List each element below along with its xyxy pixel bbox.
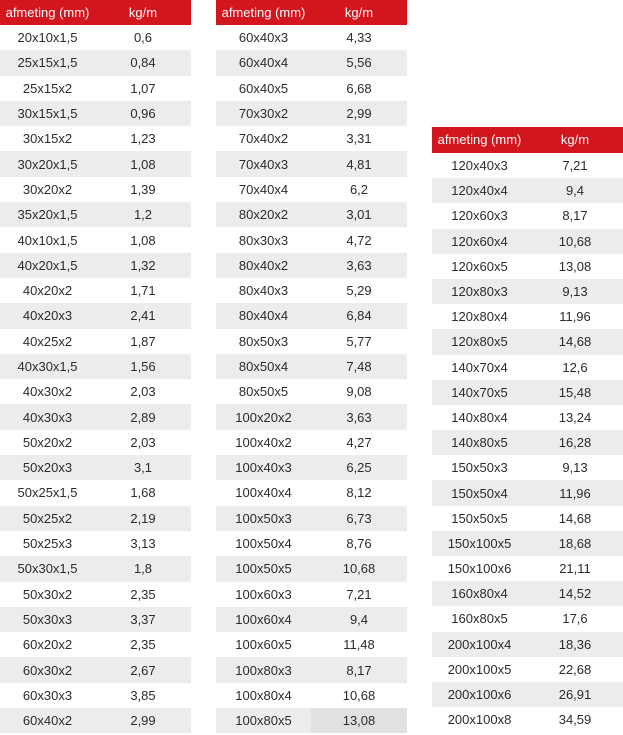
- table-row: [216, 531, 407, 556]
- cell-weight: 6,73: [311, 506, 407, 531]
- cell-dimension: 40x20x1,5: [0, 253, 95, 278]
- cell-weight: 1,68: [95, 480, 191, 505]
- cell-dimension: 120x80x5: [432, 329, 527, 354]
- cell-weight: 13,08: [527, 254, 623, 279]
- cell-weight: 15,48: [527, 380, 623, 405]
- cell-weight: 8,12: [311, 480, 407, 505]
- cell-weight: 8,76: [311, 531, 407, 556]
- cell-weight: 4,81: [311, 151, 407, 176]
- table-row: [216, 278, 407, 303]
- cell-dimension: 100x40x4: [216, 480, 311, 505]
- cell-weight: 5,77: [311, 329, 407, 354]
- cell-weight: 2,67: [95, 657, 191, 682]
- cell-dimension: 100x60x5: [216, 632, 311, 657]
- cell-weight: 3,63: [311, 404, 407, 429]
- table-row: [432, 581, 623, 606]
- table-row: [0, 430, 191, 455]
- table-row: [216, 455, 407, 480]
- cell-weight: 2,35: [95, 582, 191, 607]
- cell-dimension: 50x20x3: [0, 455, 95, 480]
- table-row: [0, 354, 191, 379]
- cell-dimension: 50x30x3: [0, 607, 95, 632]
- cell-weight: 18,36: [527, 632, 623, 657]
- table-row: [0, 202, 191, 227]
- cell-weight: 2,03: [95, 430, 191, 455]
- cell-weight: 0,96: [95, 101, 191, 126]
- cell-weight: 1,08: [95, 151, 191, 176]
- cell-dimension: 50x30x2: [0, 582, 95, 607]
- table-row: [432, 380, 623, 405]
- table-row: [432, 632, 623, 657]
- column-header-dimension: afmeting (mm): [216, 0, 311, 25]
- cell-weight: 2,03: [95, 379, 191, 404]
- cell-dimension: 150x50x5: [432, 506, 527, 531]
- cell-weight: 2,41: [95, 303, 191, 328]
- table-row: [216, 480, 407, 505]
- cell-dimension: 100x40x3: [216, 455, 311, 480]
- table-row: [0, 25, 191, 50]
- table-row: [0, 303, 191, 328]
- table-row: [0, 253, 191, 278]
- table-row: [0, 455, 191, 480]
- cell-dimension: 200x100x5: [432, 657, 527, 682]
- cell-dimension: 100x80x3: [216, 657, 311, 682]
- cell-dimension: 80x30x3: [216, 227, 311, 252]
- cell-dimension: 100x40x2: [216, 430, 311, 455]
- cell-dimension: 40x20x2: [0, 278, 95, 303]
- cell-weight: 3,85: [95, 683, 191, 708]
- cell-weight: 2,35: [95, 632, 191, 657]
- table-row: [216, 101, 407, 126]
- cell-dimension: 50x25x2: [0, 506, 95, 531]
- cell-weight: 8,17: [311, 657, 407, 682]
- table-row: [216, 329, 407, 354]
- table-row: [216, 404, 407, 429]
- cell-dimension: 40x30x3: [0, 404, 95, 429]
- cell-dimension: 35x20x1,5: [0, 202, 95, 227]
- table-row: [432, 606, 623, 631]
- cell-dimension: 150x100x6: [432, 556, 527, 581]
- cell-weight: 1,87: [95, 329, 191, 354]
- cell-dimension: 50x20x2: [0, 430, 95, 455]
- cell-weight: 3,37: [95, 607, 191, 632]
- cell-weight: 13,08: [311, 708, 407, 733]
- weight-table-2: [216, 0, 407, 733]
- cell-weight: 3,01: [311, 202, 407, 227]
- cell-dimension: 140x80x5: [432, 430, 527, 455]
- cell-weight: 14,52: [527, 581, 623, 606]
- cell-dimension: 25x15x1,5: [0, 50, 95, 75]
- cell-weight: 1,39: [95, 177, 191, 202]
- table-row: [0, 556, 191, 581]
- table-row: [0, 379, 191, 404]
- cell-dimension: 80x40x3: [216, 278, 311, 303]
- table-row: [432, 707, 623, 732]
- cell-weight: 9,08: [311, 379, 407, 404]
- cell-dimension: 200x100x8: [432, 707, 527, 732]
- cell-weight: 0,6: [95, 25, 191, 50]
- table-row: [0, 404, 191, 429]
- table-row: [0, 76, 191, 101]
- cell-dimension: 100x50x3: [216, 506, 311, 531]
- cell-dimension: 40x10x1,5: [0, 227, 95, 252]
- table-row: [0, 607, 191, 632]
- cell-dimension: 50x25x1,5: [0, 480, 95, 505]
- cell-dimension: 80x40x4: [216, 303, 311, 328]
- cell-dimension: 120x40x3: [432, 153, 527, 178]
- cell-weight: 14,68: [527, 329, 623, 354]
- cell-dimension: 60x30x2: [0, 657, 95, 682]
- cell-weight: 10,68: [311, 683, 407, 708]
- cell-dimension: 120x80x3: [432, 279, 527, 304]
- table-row: [216, 657, 407, 682]
- cell-weight: 9,13: [527, 455, 623, 480]
- cell-dimension: 80x50x3: [216, 329, 311, 354]
- table-header-row: [0, 0, 191, 25]
- table-row: [432, 254, 623, 279]
- cell-weight: 1,07: [95, 76, 191, 101]
- table-row: [216, 582, 407, 607]
- table-row: [432, 279, 623, 304]
- cell-dimension: 120x60x3: [432, 203, 527, 228]
- cell-dimension: 60x40x2: [0, 708, 95, 733]
- cell-dimension: 120x80x4: [432, 304, 527, 329]
- table-row: [0, 657, 191, 682]
- table-row: [0, 531, 191, 556]
- cell-weight: 9,13: [527, 279, 623, 304]
- cell-dimension: 70x30x2: [216, 101, 311, 126]
- table-row: [0, 329, 191, 354]
- table-row: [432, 203, 623, 228]
- cell-weight: 6,68: [311, 76, 407, 101]
- table-row: [216, 126, 407, 151]
- table-row: [216, 708, 407, 733]
- cell-dimension: 100x20x2: [216, 404, 311, 429]
- table-row: [432, 430, 623, 455]
- cell-dimension: 100x80x4: [216, 683, 311, 708]
- column-header-weight: kg/m: [527, 127, 623, 153]
- table-row: [216, 25, 407, 50]
- cell-dimension: 200x100x6: [432, 682, 527, 707]
- table-row: [0, 177, 191, 202]
- cell-dimension: 60x40x4: [216, 50, 311, 75]
- cell-weight: 9,4: [311, 607, 407, 632]
- cell-weight: 13,24: [527, 405, 623, 430]
- cell-weight: 34,59: [527, 707, 623, 732]
- cell-weight: 1,32: [95, 253, 191, 278]
- cell-dimension: 60x30x3: [0, 683, 95, 708]
- table-row: [432, 355, 623, 380]
- cell-weight: 11,48: [311, 632, 407, 657]
- cell-weight: 17,6: [527, 606, 623, 631]
- table-row: [0, 50, 191, 75]
- cell-weight: 3,63: [311, 253, 407, 278]
- cell-dimension: 80x50x4: [216, 354, 311, 379]
- cell-weight: 9,4: [527, 178, 623, 203]
- cell-weight: 14,68: [527, 506, 623, 531]
- cell-weight: 2,19: [95, 506, 191, 531]
- cell-weight: 7,21: [527, 153, 623, 178]
- table-row: [216, 632, 407, 657]
- cell-weight: 26,91: [527, 682, 623, 707]
- cell-weight: 1,71: [95, 278, 191, 303]
- table-row: [0, 632, 191, 657]
- cell-dimension: 100x50x4: [216, 531, 311, 556]
- column-header-dimension: afmeting (mm): [432, 127, 527, 153]
- table-row: [432, 304, 623, 329]
- table-row: [216, 556, 407, 581]
- weight-table-1: [0, 0, 191, 733]
- table-row: [0, 582, 191, 607]
- table-row: [432, 405, 623, 430]
- cell-weight: 3,31: [311, 126, 407, 151]
- cell-dimension: 120x40x4: [432, 178, 527, 203]
- cell-weight: 7,48: [311, 354, 407, 379]
- table-row: [0, 708, 191, 733]
- cell-dimension: 20x10x1,5: [0, 25, 95, 50]
- table-row: [432, 229, 623, 254]
- cell-weight: 2,99: [95, 708, 191, 733]
- table-row: [432, 455, 623, 480]
- cell-weight: 1,2: [95, 202, 191, 227]
- cell-weight: 8,17: [527, 203, 623, 228]
- cell-dimension: 150x50x4: [432, 480, 527, 505]
- cell-weight: 1,23: [95, 126, 191, 151]
- table-row: [216, 683, 407, 708]
- table-row: [432, 531, 623, 556]
- table-row: [216, 76, 407, 101]
- cell-weight: 11,96: [527, 480, 623, 505]
- table-row: [216, 50, 407, 75]
- table-row: [0, 480, 191, 505]
- cell-dimension: 80x20x2: [216, 202, 311, 227]
- cell-dimension: 60x40x3: [216, 25, 311, 50]
- table-row: [216, 430, 407, 455]
- cell-dimension: 140x70x5: [432, 380, 527, 405]
- cell-dimension: 30x20x1,5: [0, 151, 95, 176]
- column-header-weight: kg/m: [95, 0, 191, 25]
- table-row: [216, 227, 407, 252]
- table-row: [0, 683, 191, 708]
- table-row: [216, 253, 407, 278]
- table-row: [216, 151, 407, 176]
- table-row: [432, 506, 623, 531]
- cell-weight: 1,56: [95, 354, 191, 379]
- table-row: [216, 303, 407, 328]
- cell-dimension: 140x70x4: [432, 355, 527, 380]
- table-row: [432, 556, 623, 581]
- cell-weight: 12,6: [527, 355, 623, 380]
- table-row: [0, 227, 191, 252]
- table-header-row: [216, 0, 407, 25]
- cell-dimension: 80x50x5: [216, 379, 311, 404]
- cell-weight: 4,33: [311, 25, 407, 50]
- table-row: [216, 379, 407, 404]
- cell-weight: 10,68: [527, 229, 623, 254]
- cell-dimension: 160x80x5: [432, 606, 527, 631]
- table-row: [0, 126, 191, 151]
- cell-weight: 0,84: [95, 50, 191, 75]
- column-header-dimension: afmeting (mm): [0, 0, 95, 25]
- cell-weight: 4,27: [311, 430, 407, 455]
- table-row: [0, 101, 191, 126]
- cell-dimension: 100x50x5: [216, 556, 311, 581]
- cell-dimension: 150x100x5: [432, 531, 527, 556]
- cell-dimension: 40x20x3: [0, 303, 95, 328]
- cell-dimension: 100x60x3: [216, 582, 311, 607]
- cell-weight: 11,96: [527, 304, 623, 329]
- column-header-weight: kg/m: [311, 0, 407, 25]
- table-row: [216, 177, 407, 202]
- cell-dimension: 40x30x2: [0, 379, 95, 404]
- table-row: [216, 607, 407, 632]
- cell-weight: 5,56: [311, 50, 407, 75]
- cell-dimension: 120x60x4: [432, 229, 527, 254]
- cell-dimension: 30x20x2: [0, 177, 95, 202]
- table-row: [432, 153, 623, 178]
- cell-weight: 3,13: [95, 531, 191, 556]
- cell-dimension: 25x15x2: [0, 76, 95, 101]
- cell-dimension: 160x80x4: [432, 581, 527, 606]
- cell-weight: 21,11: [527, 556, 623, 581]
- cell-dimension: 120x60x5: [432, 254, 527, 279]
- cell-weight: 6,2: [311, 177, 407, 202]
- table-row: [0, 278, 191, 303]
- table-row: [0, 506, 191, 531]
- table-header-row: [432, 127, 623, 153]
- cell-weight: 1,08: [95, 227, 191, 252]
- cell-weight: 5,29: [311, 278, 407, 303]
- cell-weight: 7,21: [311, 582, 407, 607]
- cell-dimension: 60x40x5: [216, 76, 311, 101]
- table-row: [216, 202, 407, 227]
- table-row: [216, 354, 407, 379]
- cell-dimension: 30x15x2: [0, 126, 95, 151]
- cell-dimension: 150x50x3: [432, 455, 527, 480]
- cell-weight: 10,68: [311, 556, 407, 581]
- cell-weight: 18,68: [527, 531, 623, 556]
- table-row: [432, 178, 623, 203]
- table-row: [432, 329, 623, 354]
- table-row: [432, 480, 623, 505]
- cell-weight: 1,8: [95, 556, 191, 581]
- cell-dimension: 100x60x4: [216, 607, 311, 632]
- table-row: [0, 151, 191, 176]
- cell-dimension: 140x80x4: [432, 405, 527, 430]
- table-row: [432, 657, 623, 682]
- cell-dimension: 40x25x2: [0, 329, 95, 354]
- cell-weight: 6,25: [311, 455, 407, 480]
- cell-weight: 4,72: [311, 227, 407, 252]
- cell-weight: 3,1: [95, 455, 191, 480]
- cell-dimension: 100x80x5: [216, 708, 311, 733]
- cell-dimension: 80x40x2: [216, 253, 311, 278]
- cell-dimension: 70x40x3: [216, 151, 311, 176]
- cell-dimension: 50x25x3: [0, 531, 95, 556]
- cell-dimension: 60x20x2: [0, 632, 95, 657]
- table-row: [216, 506, 407, 531]
- weight-table-3: [432, 127, 623, 732]
- cell-dimension: 70x40x4: [216, 177, 311, 202]
- cell-dimension: 50x30x1,5: [0, 556, 95, 581]
- cell-dimension: 70x40x2: [216, 126, 311, 151]
- cell-dimension: 30x15x1,5: [0, 101, 95, 126]
- cell-weight: 22,68: [527, 657, 623, 682]
- cell-weight: 2,99: [311, 101, 407, 126]
- cell-dimension: 200x100x4: [432, 632, 527, 657]
- cell-weight: 6,84: [311, 303, 407, 328]
- cell-weight: 2,89: [95, 404, 191, 429]
- table-row: [432, 682, 623, 707]
- cell-dimension: 40x30x1,5: [0, 354, 95, 379]
- cell-weight: 16,28: [527, 430, 623, 455]
